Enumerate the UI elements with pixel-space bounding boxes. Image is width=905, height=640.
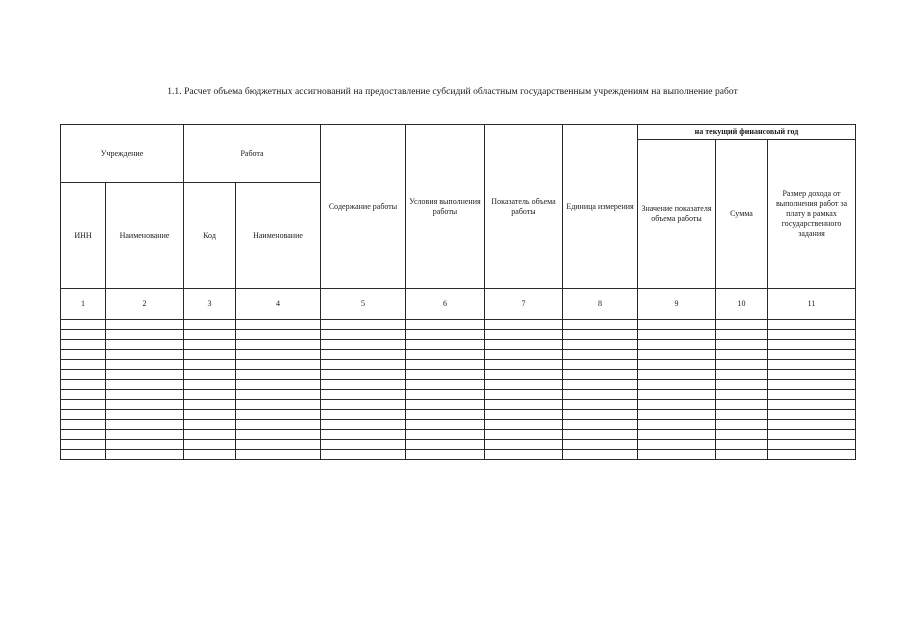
table-cell: [716, 440, 768, 450]
header-value: Значение показателя объема работы: [638, 140, 716, 289]
table-row: [61, 450, 856, 460]
table-cell: [485, 410, 563, 420]
table-cell: [106, 350, 184, 360]
table-cell: [716, 400, 768, 410]
table-cell: [406, 400, 485, 410]
table-cell: [106, 380, 184, 390]
table-cell: [61, 380, 106, 390]
column-number: 10: [716, 289, 768, 320]
table-cell: [236, 400, 321, 410]
table-row: [61, 400, 856, 410]
table-cell: [236, 340, 321, 350]
table-cell: [768, 380, 856, 390]
table-row: [61, 340, 856, 350]
table-cell: [184, 400, 236, 410]
table-cell: [638, 430, 716, 440]
table-cell: [716, 390, 768, 400]
table-cell: [236, 350, 321, 360]
table-cell: [236, 410, 321, 420]
table-cell: [768, 320, 856, 330]
table-cell: [236, 360, 321, 370]
table-cell: [485, 340, 563, 350]
table-cell: [106, 390, 184, 400]
table-cell: [406, 430, 485, 440]
table-cell: [61, 440, 106, 450]
table-cell: [638, 330, 716, 340]
table-cell: [768, 360, 856, 370]
table-cell: [236, 430, 321, 440]
table-cell: [638, 340, 716, 350]
table-cell: [236, 450, 321, 460]
table-cell: [106, 400, 184, 410]
table-cell: [716, 380, 768, 390]
table-cell: [485, 380, 563, 390]
table-cell: [406, 410, 485, 420]
table-cell: [321, 420, 406, 430]
table-cell: [321, 340, 406, 350]
table-cell: [768, 400, 856, 410]
table-cell: [563, 390, 638, 400]
table-cell: [106, 410, 184, 420]
table-cell: [61, 330, 106, 340]
table-cell: [184, 430, 236, 440]
group-institution: Учреждение: [61, 125, 184, 183]
table-cell: [485, 370, 563, 380]
table-cell: [236, 440, 321, 450]
table-row: [61, 410, 856, 420]
table-cell: [61, 410, 106, 420]
table-cell: [406, 340, 485, 350]
table-cell: [321, 410, 406, 420]
table-cell: [563, 350, 638, 360]
table-cell: [184, 410, 236, 420]
table-cell: [638, 450, 716, 460]
group-current-year: на текущий финансовый год: [638, 125, 856, 140]
table-row: [61, 360, 856, 370]
table-cell: [406, 360, 485, 370]
table-cell: [61, 430, 106, 440]
table-cell: [563, 330, 638, 340]
table-cell: [485, 450, 563, 460]
table-cell: [768, 430, 856, 440]
table-cell: [321, 330, 406, 340]
table-cell: [638, 370, 716, 380]
table-cell: [406, 320, 485, 330]
table-cell: [716, 340, 768, 350]
table-cell: [321, 400, 406, 410]
table-cell: [321, 430, 406, 440]
table-cell: [406, 330, 485, 340]
table-cell: [563, 400, 638, 410]
table-cell: [485, 360, 563, 370]
table-cell: [563, 320, 638, 330]
header-conditions: Условия выполнения работы: [406, 125, 485, 289]
table-cell: [563, 360, 638, 370]
table-row: [61, 390, 856, 400]
table-cell: [61, 320, 106, 330]
table-cell: [106, 430, 184, 440]
empty-data-rows: [61, 320, 856, 460]
table-cell: [106, 340, 184, 350]
table-cell: [485, 420, 563, 430]
document-title: 1.1. Расчет объема бюджетных ассигнований на предоставление субсидий областным государственным учреждениям на выполнение работ: [167, 87, 738, 97]
table-cell: [184, 360, 236, 370]
table-cell: [638, 380, 716, 390]
table-row: [61, 320, 856, 330]
table-cell: [406, 390, 485, 400]
column-number: 8: [563, 289, 638, 320]
header-unit: Единица измерения: [563, 125, 638, 289]
table-cell: [716, 430, 768, 440]
table-cell: [184, 340, 236, 350]
table-cell: [321, 360, 406, 370]
table-cell: [184, 380, 236, 390]
table-cell: [184, 450, 236, 460]
table-cell: [184, 440, 236, 450]
column-number: 6: [406, 289, 485, 320]
table-cell: [406, 420, 485, 430]
table-cell: [485, 400, 563, 410]
table-cell: [638, 400, 716, 410]
table-cell: [61, 370, 106, 380]
table-cell: [406, 440, 485, 450]
table-cell: [638, 360, 716, 370]
table-cell: [236, 330, 321, 340]
table-cell: [563, 370, 638, 380]
table-row: [61, 330, 856, 340]
table-cell: [716, 350, 768, 360]
table-cell: [716, 450, 768, 460]
table-cell: [236, 380, 321, 390]
table-row: [61, 430, 856, 440]
table-cell: [184, 330, 236, 340]
column-number: 1: [61, 289, 106, 320]
table-cell: [321, 350, 406, 360]
table-cell: [485, 350, 563, 360]
table-cell: [184, 320, 236, 330]
table-cell: [563, 430, 638, 440]
table-cell: [485, 320, 563, 330]
table-cell: [638, 420, 716, 430]
table-cell: [184, 370, 236, 380]
table-cell: [638, 440, 716, 450]
budget-table: [60, 124, 856, 460]
column-number-row: [61, 289, 856, 320]
table-cell: [321, 390, 406, 400]
table-cell: [236, 390, 321, 400]
column-number: 2: [106, 289, 184, 320]
table-cell: [638, 390, 716, 400]
table-cell: [61, 340, 106, 350]
table-cell: [768, 450, 856, 460]
table-row: [61, 350, 856, 360]
header-row-1: [61, 125, 856, 140]
table-cell: [406, 370, 485, 380]
table-cell: [768, 370, 856, 380]
table-cell: [321, 450, 406, 460]
table-cell: [638, 410, 716, 420]
table-cell: [716, 360, 768, 370]
table-cell: [184, 420, 236, 430]
table-cell: [321, 440, 406, 450]
table-cell: [184, 390, 236, 400]
table-cell: [638, 350, 716, 360]
table-cell: [184, 350, 236, 360]
table-cell: [61, 350, 106, 360]
table-cell: [321, 320, 406, 330]
table-cell: [716, 330, 768, 340]
column-number: 9: [638, 289, 716, 320]
table-cell: [485, 390, 563, 400]
table-cell: [106, 360, 184, 370]
table-cell: [768, 440, 856, 450]
table-cell: [106, 320, 184, 330]
table-cell: [768, 330, 856, 340]
group-work: Работа: [184, 125, 321, 183]
table-cell: [406, 350, 485, 360]
header-inn: ИНН: [61, 183, 106, 289]
table-cell: [61, 390, 106, 400]
table-cell: [563, 450, 638, 460]
table-cell: [321, 370, 406, 380]
table-cell: [236, 420, 321, 430]
table-cell: [406, 450, 485, 460]
table-cell: [563, 440, 638, 450]
table-cell: [485, 330, 563, 340]
table-cell: [716, 370, 768, 380]
table-cell: [61, 420, 106, 430]
table-cell: [321, 380, 406, 390]
table-cell: [716, 410, 768, 420]
table-row: [61, 420, 856, 430]
table-cell: [768, 410, 856, 420]
table-row: [61, 380, 856, 390]
table-cell: [106, 450, 184, 460]
table-cell: [406, 380, 485, 390]
column-number: 3: [184, 289, 236, 320]
table-cell: [106, 440, 184, 450]
table-row: [61, 440, 856, 450]
table-cell: [768, 420, 856, 430]
table-cell: [106, 370, 184, 380]
table-cell: [106, 330, 184, 340]
table-cell: [768, 350, 856, 360]
header-income: Размер дохода от выполнения работ за плату в рамках государственного задания: [768, 140, 856, 289]
table-cell: [563, 340, 638, 350]
column-number: 4: [236, 289, 321, 320]
table-cell: [768, 390, 856, 400]
table-cell: [716, 320, 768, 330]
table-cell: [563, 410, 638, 420]
table-cell: [638, 320, 716, 330]
header-content: Содержание работы: [321, 125, 406, 289]
table-cell: [61, 360, 106, 370]
column-number: 11: [768, 289, 856, 320]
table-row: [61, 370, 856, 380]
column-number: 7: [485, 289, 563, 320]
header-sum: Сумма: [716, 140, 768, 289]
table-cell: [768, 340, 856, 350]
table-cell: [485, 440, 563, 450]
table-cell: [716, 420, 768, 430]
table-cell: [61, 450, 106, 460]
table-cell: [61, 400, 106, 410]
header-code: Код: [184, 183, 236, 289]
table-cell: [563, 420, 638, 430]
header-work-name: Наименование: [236, 183, 321, 289]
table-cell: [106, 420, 184, 430]
table-cell: [485, 430, 563, 440]
table-cell: [563, 380, 638, 390]
header-indicator: Показатель объема работы: [485, 125, 563, 289]
header-inst-name: Наименование: [106, 183, 184, 289]
table-cell: [236, 370, 321, 380]
column-number: 5: [321, 289, 406, 320]
table-cell: [236, 320, 321, 330]
